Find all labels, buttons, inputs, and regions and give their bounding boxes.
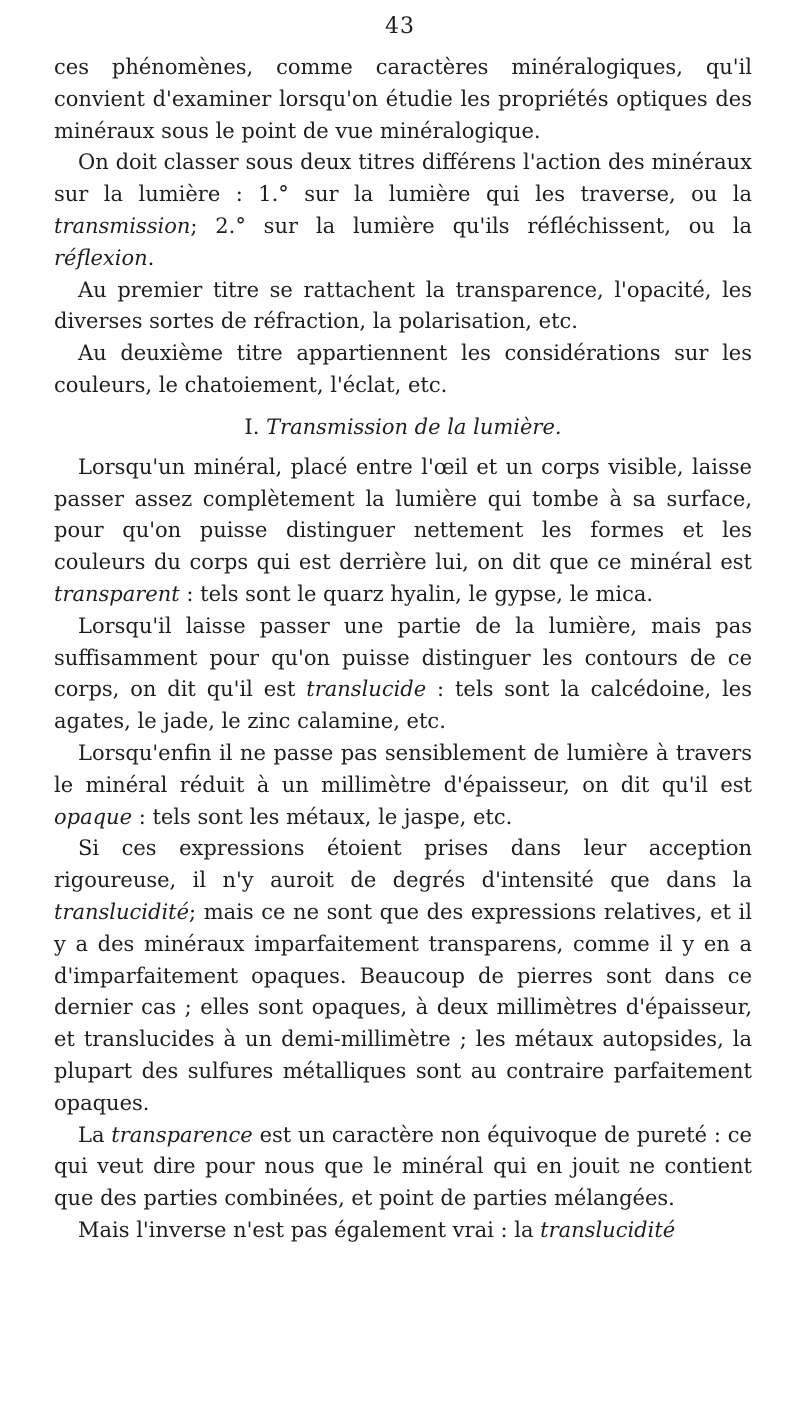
paragraph bbox=[54, 52, 752, 147]
text-run: Lorsqu'il laisse passer une partie de la lumière, mais pas suffisamment pour qu'on puisse distinguer les contours de ce corps, on dit qu'il est bbox=[54, 613, 752, 702]
paragraph bbox=[54, 275, 752, 339]
page-number: 43 bbox=[385, 14, 415, 39]
italic-term: opaque bbox=[54, 804, 133, 829]
section-heading bbox=[54, 402, 752, 452]
paragraph bbox=[54, 147, 752, 274]
text-run: La bbox=[78, 1122, 112, 1147]
paragraph bbox=[54, 1215, 752, 1247]
italic-term: translucide bbox=[306, 677, 427, 702]
italic-term: translucidité bbox=[54, 899, 190, 924]
italic-term: transparence bbox=[111, 1122, 253, 1147]
text-run: ; mais ce ne sont que des expressions relatives, et il y a des minéraux imparfaitement transparens, comme il y en a d'imparfaitement opaques. Beaucoup de pierres sont dans ce dernier cas ; elles sont opaques, à deux millimètres d'épaisseur, et translucides à un demi-millimètre ; les métaux autopsides, la plupart des sulfures métalliques sont au contraire parfaitement opaques. bbox=[54, 899, 752, 1115]
paragraph bbox=[54, 452, 752, 611]
paragraph bbox=[54, 1120, 752, 1215]
text-run: est un caractère non équivoque de pureté : ce qui veut dire pour nous que le minéral qui en jouit ne contient que des parties combinées, et point de parties mélangées. bbox=[54, 1122, 752, 1211]
paragraph bbox=[54, 738, 752, 833]
italic-term: réflexion bbox=[54, 245, 148, 270]
text-run: Si ces expressions étoient prises dans leur acception rigoureuse, il n'y auroit de degrés d'intensité que dans la bbox=[54, 836, 752, 893]
italic-term: translucidité bbox=[540, 1217, 676, 1242]
text-run: ; 2.° sur la lumière qu'ils réfléchissent, ou la bbox=[190, 213, 752, 238]
text-run: Mais l'inverse n'est pas également vrai : la bbox=[78, 1217, 541, 1242]
paragraph bbox=[54, 611, 752, 738]
italic-term: transparent bbox=[54, 581, 180, 606]
text-run: Lorsqu'enfin il ne passe pas sensiblement de lumière à travers le minéral réduit à un millimètre d'épaisseur, on dit qu'il est bbox=[54, 740, 752, 797]
italic-term: transmission bbox=[54, 213, 191, 238]
paragraph bbox=[54, 338, 752, 402]
text-run: On doit classer sous deux titres différens l'action des minéraux sur la lumière : 1.° sur la lumière qui les traverse, ou la bbox=[54, 150, 752, 207]
text-run: ces phénomènes, comme caractères minéralogiques, qu'il convient d'examiner lorsqu'on étudie les propriétés optiques des minéraux sous le point de vue minéralogique. bbox=[54, 55, 752, 143]
text-run: . bbox=[147, 245, 155, 270]
text-run: Au premier titre se rattachent la transparence, l'opacité, les diverses sortes de réfraction, la polarisation, etc. bbox=[54, 277, 752, 334]
heading-number: I. bbox=[244, 414, 267, 439]
body-text bbox=[54, 52, 752, 1247]
text-run: Au deuxième titre appartiennent les considérations sur les couleurs, le chatoiement, l'éclat, etc. bbox=[54, 341, 752, 397]
text-run: Lorsqu'un minéral, placé entre l'œil et un corps visible, laisse passer assez complètement la lumière qui tombe à sa surface, pour qu'on puisse distinguer nettement les formes et les couleurs du corps qui est derrière lui, on dit que ce minéral est bbox=[54, 454, 752, 575]
heading-title: Transmission de la lumière. bbox=[266, 414, 562, 439]
paragraph bbox=[54, 833, 752, 1119]
text-run: : tels sont la calcédoine, les agates, le jade, le zinc calamine, etc. bbox=[54, 677, 752, 734]
text-run: : tels sont les métaux, le jaspe, etc. bbox=[132, 804, 513, 829]
text-run: : tels sont le quarz hyalin, le gypse, le mica. bbox=[179, 581, 654, 606]
